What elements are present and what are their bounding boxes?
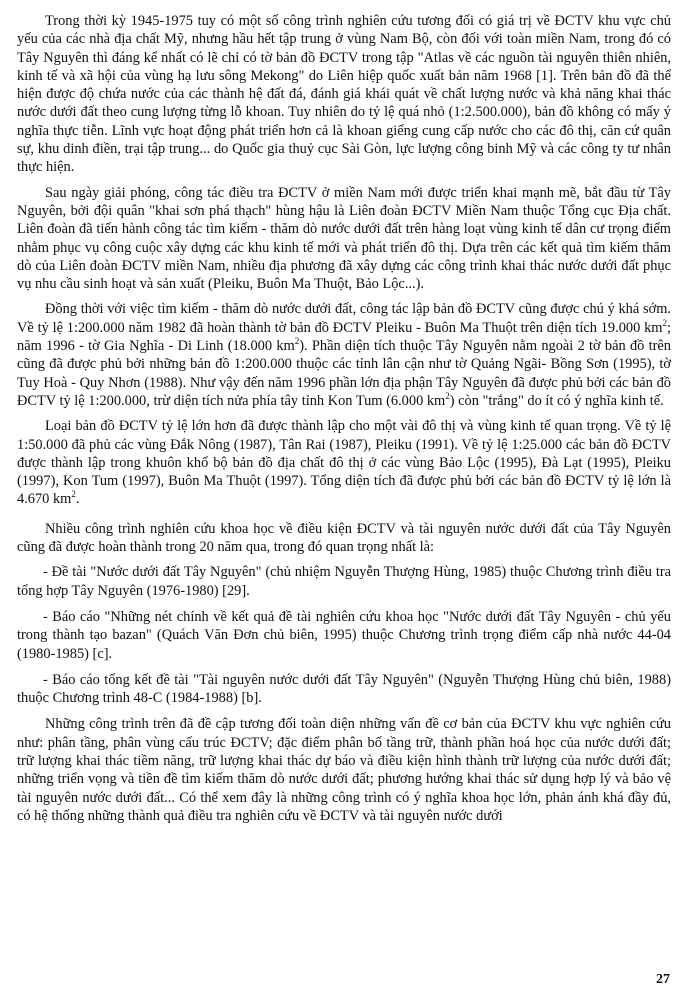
paragraph-3-text-1: Đồng thời với việc tìm kiếm - thăm dò nước dưới đất, công tác lập bản đồ ĐCTV cũng được chú ý khá sớm. Về tỷ lệ 1:200.000 năm 1982 đã hoàn thành tờ bản đồ ĐCTV Pleiku - Buôn Ma Thuột trên diện tích 19.000 km (17, 301, 671, 336)
bullet-item-3: - Báo cáo tổng kết đề tài "Tài nguyên nước dưới đất Tây Nguyên" (Nguyễn Thượng Hùng chủ biên, 1988) thuộc Chương trình 48-C (1984-1988) [b]. (17, 671, 671, 707)
bullet-item-1: - Đề tài "Nước dưới đất Tây Nguyên" (chủ nhiệm Nguyễn Thượng Hùng, 1985) thuộc Chương trình điều tra tổng hợp Tây Nguyên (1976-1980) [29]. (17, 564, 671, 599)
paragraph-5: Nhiều công trình nghiên cứu khoa học về điều kiện ĐCTV và tài nguyên nước dưới đất của Tây Nguyên cũng đã được hoàn thành trong 20 năm qua, trong đó quan trọng nhất là: (17, 520, 671, 556)
paragraph-4-sup-1: 2 (71, 489, 76, 500)
paragraph-4-text-2: . (75, 491, 80, 508)
paragraph-3 (17, 300, 671, 410)
bullet-item-2: - Báo cáo "Những nét chính về kết quả đề tài nghiên cứu khoa học "Nước dưới đất Tây Nguyên - chủ yếu trong thành tạo bazan" (Quách Văn Đơn chủ biên, 1995) thuộc Chương trình trọng điểm cấp nhà nước 44-04 (1980-1985) [c]. (17, 608, 671, 662)
paragraph-3-sup-1: 2 (662, 317, 667, 328)
paragraph-3-text-4: ) còn "trắng" do ít có ý nghĩa kinh tế. (449, 392, 664, 409)
document-page (17, 12, 671, 832)
paragraph-3-text-3: ). Phần diện tích thuộc Tây Nguyên nằm ngoài 2 tờ bản đồ trên cũng đã được phủ bởi những bản đồ 1:200.000 thuộc các tỉnh lân cận như tờ Quảng Ngãi- Bồng Sơn (1995), tờ Tuy Hoà - Quy Nhơn (1988). Như vậy đến năm 1996 phần lớn địa phận Tây Nguyên đã được phủ bởi các bản đồ ĐCTV tỷ lệ 1:200.000, trừ diện tích nửa phía tây tỉnh Kon Tum (6.000 km (17, 338, 671, 409)
paragraph-1: Trong thời kỳ 1945-1975 tuy có một số công trình nghiên cứu tương đối có giá trị về ĐCTV khu vực chủ yếu của các nhà địa chất Mỹ, nhưng hầu hết tập trung ở vùng Nam Bộ, còn đối với toàn miền Nam, trong đó có Tây Nguyên thì đáng kể nhất có lẽ chỉ có tờ bản đồ ĐCTV trong tập "Atlas về các nguồn tài nguyên thiên nhiên, kinh tế và xã hội của vùng hạ lưu sông Mekong" do Liên hiệp quốc xuất bản năm 1968 [1]. Trên bản đồ đã thể hiện được độ chứa nước của các thành hệ đất đá, đánh giá khái quát về chất lượng nước và khả năng khai thác nước dưới đất theo cung lượng từng lỗ khoan. Tuy nhiên do tỷ lệ quá nhỏ (1:2.500.000), bản đồ không có mấy ý nghĩa thực tiễn. Lĩnh vực hoạt động phát triển hơn cả là khoan giếng cung cấp nước cho các đô thị, căn cứ quân sự, khu dinh điền, trại tập trung... do Quốc gia thuỷ cục Sài Gòn, lực lượng công binh Mỹ và các công ty tư nhân thực hiện. (17, 13, 671, 176)
paragraph-4 (17, 417, 671, 508)
paragraph-3-text-2: ; năm 1996 - tờ Gia Nghĩa - Di Linh (18.000 km (17, 319, 671, 355)
paragraph-4-text-1: Loại bản đồ ĐCTV tỷ lệ lớn hơn đã được thành lập cho một vài đô thị và vùng kinh tế quan trọng. Về tỷ lệ 1:50.000 đã phủ các vùng Đắk Nông (1987), Tân Rai (1987), Pleiku (1991). Về tỷ lệ 1:25.000 các bản đồ ĐCTV được thành lập trong khuôn khổ bộ bản đồ địa chất đô thị ở các vùng Bảo Lộc (1995), Đà Lạt (1995), Pleiku (1997), Kon Tum (1997), Buôn Ma Thuột (1997). Tổng diện tích đã được phủ bởi các bản đồ ĐCTV tỷ lệ lớn là 4.670 km (17, 418, 671, 508)
paragraph-2: Sau ngày giải phóng, công tác điều tra ĐCTV ở miền Nam mới được triển khai mạnh mẽ, bắt đầu từ Tây Nguyên, bởi đội quân "khai sơn phá thạch" hùng hậu là Liên đoàn ĐCTV Miền Nam thuộc Tổng cục Địa chất. Liên đoàn đã tiến hành công tác tìm kiếm - thăm dò nước dưới đất trên hàng loạt vùng kinh tế dân cư trọng điểm nhằm phục vụ công cuộc xây dựng các khu kinh tế mới và phát triển đô thị. Dựa trên các kết quả tìm kiếm thăm dò của Liên đoàn ĐCTV miền Nam, nhiều địa phương đã xây dựng các công trình khai thác nước dưới đất phục vụ nhu cầu sinh hoạt và sản xuất (Pleiku, Buôn Ma Thuột, Bảo Lộc...). (17, 184, 671, 293)
paragraph-3-sup-2: 2 (294, 336, 300, 347)
paragraph-6: Những công trình trên đã đề cập tương đối toàn diện những vấn đề cơ bản của ĐCTV khu vực nghiên cứu như: phân tầng, phân vùng cấu trúc ĐCTV; đặc điểm phân bố tầng trữ, thành phần hoá học của nước dưới đất; trữ lượng khai thác tiềm năng, trữ lượng khai thác dự báo và điều kiện hình thành trữ lượng của nước dưới đất; những triển vọng và tiền đề tìm kiếm thăm dò nước dưới đất; phương hướng khai thác sử dụng hợp lý và bảo vệ tài nguyên nước dưới đất... Có thể xem đây là những công trình có ý nghĩa khoa học lớn, phản ánh khá đầy đủ, có hệ thống những thành quả điều tra nghiên cứu về ĐCTV và tài nguyên nước dưới (17, 716, 671, 824)
paragraph-3-sup-3: 2 (445, 391, 450, 402)
page-number: 27 (656, 972, 670, 987)
